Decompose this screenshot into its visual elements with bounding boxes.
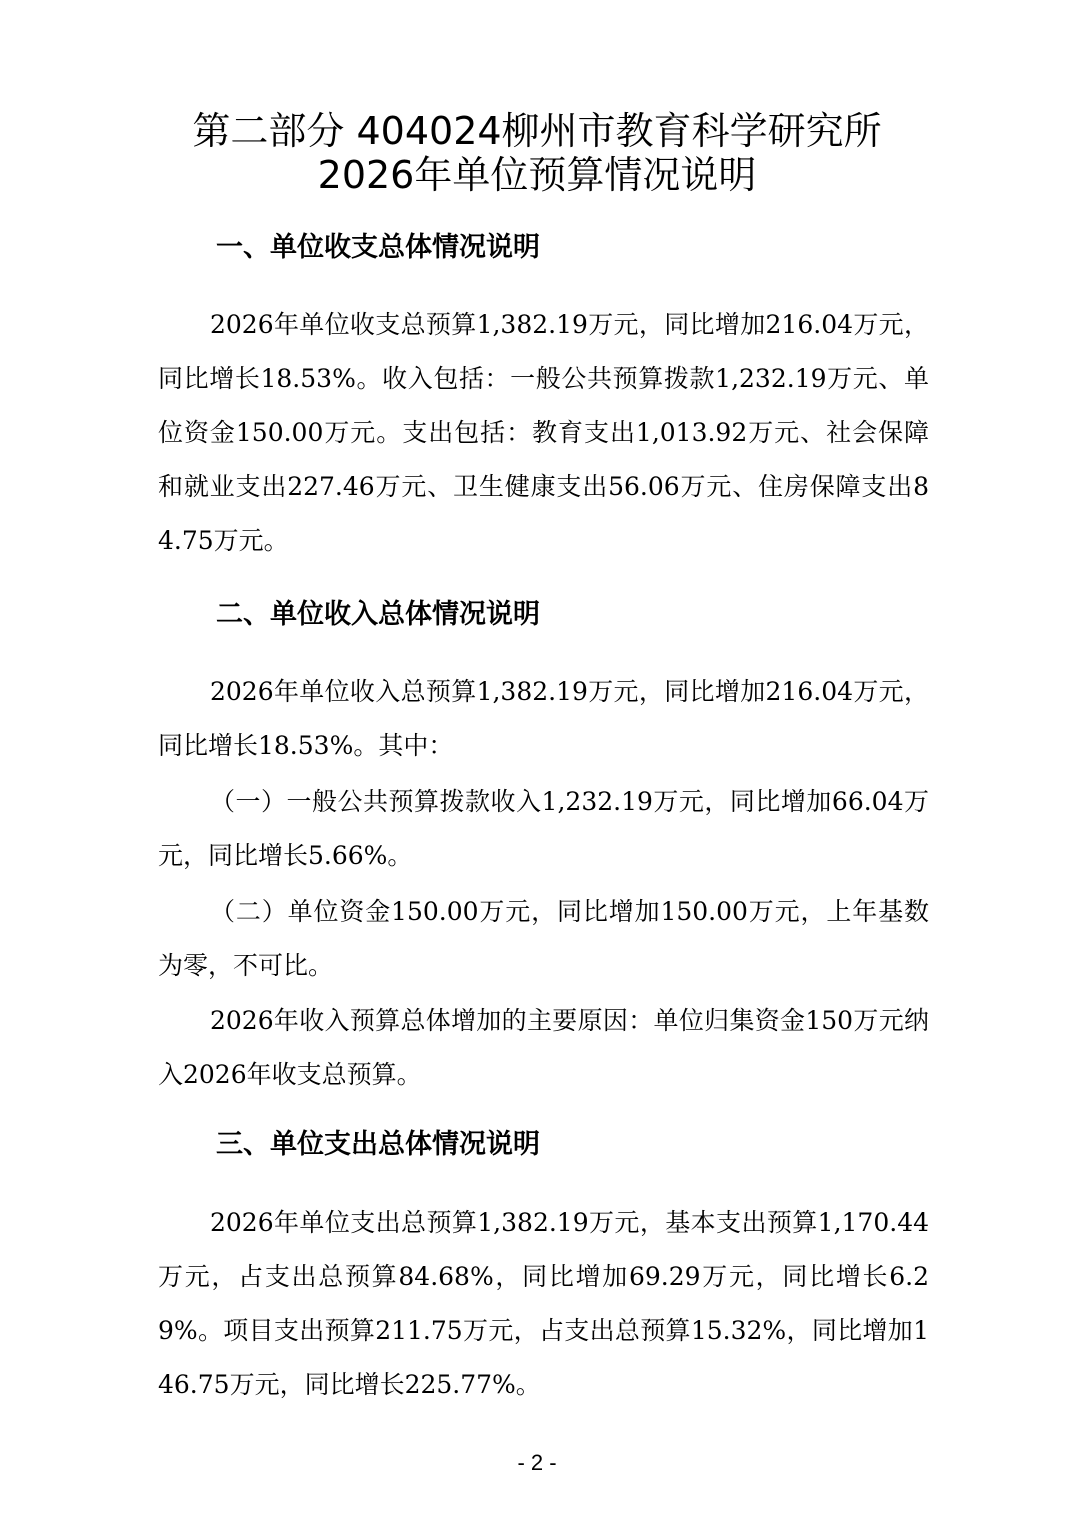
- section-2-heading: 二、单位收入总体情况说明: [216, 599, 540, 630]
- document-title-line-2: 2026年单位预算情况说明: [317, 153, 757, 197]
- section-3-paragraph-1: 2026年单位支出总预算1,382.19万元，基本支出预算1,170.44万元，占支出总预算84.68%，同比增加69.29万元，同比增长6.29%。项目支出预算211.75万元，占支出总预算15.32%，同比增加146.75万元，同比增长225.77%。: [158, 1208, 929, 1399]
- section-1-paragraph-1: 2026年单位收支总预算1,382.19万元，同比增加216.04万元，同比增长18.53%。收入包括：一般公共预算拨款1,232.19万元、单位资金150.00万元。支出包括：教育支出1,013.92万元、社会保障和就业支出227.46万元、卫生健康支出56.06万元、住房保障支出84.75万元。: [158, 310, 929, 555]
- section-2-paragraph-3: （二）单位资金150.00万元，同比增加150.00万元，上年基数为零，不可比。: [158, 897, 929, 980]
- section-2-paragraph-2: （一）一般公共预算拨款收入1,232.19万元，同比增加66.04万元，同比增长5.66%。: [158, 787, 929, 870]
- section-2-paragraph-1: 2026年单位收入总预算1,382.19万元，同比增加216.04万元，同比增长18.53%。其中：: [158, 677, 929, 760]
- section-2-paragraph-4: 2026年收入预算总体增加的主要原因：单位归集资金150万元纳入2026年收支总预算。: [158, 1006, 929, 1089]
- section-1-heading: 一、单位收支总体情况说明: [216, 232, 540, 263]
- section-3-heading: 三、单位支出总体情况说明: [216, 1129, 540, 1160]
- document-title-line-1: 第二部分 404024柳州市教育科学研究所: [192, 109, 882, 153]
- page-number: - 2 -: [517, 1450, 557, 1475]
